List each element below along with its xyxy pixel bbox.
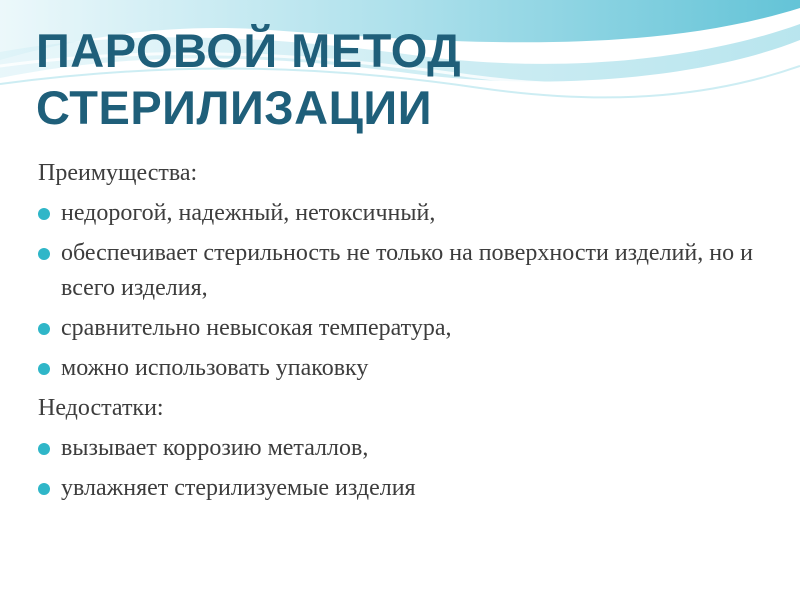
list-item-text: увлажняет стерилизуемые изделия <box>61 475 416 501</box>
disadvantages-list <box>38 431 778 506</box>
slide-title-line-2: СТЕРИЛИЗАЦИИ <box>36 81 432 134</box>
bullet-dot-icon <box>38 483 50 495</box>
list-item-text: можно использовать упаковку <box>61 355 369 381</box>
list-item-text: вызывает коррозию металлов, <box>61 435 369 461</box>
advantages-list <box>38 196 778 386</box>
advantages-heading: Преимущества: <box>38 160 198 186</box>
slide-title-line-1: ПАРОВОЙ МЕТОД <box>36 24 462 77</box>
list-item-text: сравнительно невысокая температура, <box>61 315 452 341</box>
bullet-dot-icon <box>38 208 50 220</box>
list-item-text: недорогой, надежный, нетоксичный, <box>61 200 436 226</box>
slide-content <box>38 156 778 511</box>
list-item <box>38 431 778 466</box>
list-item <box>38 351 778 386</box>
list-item <box>38 311 778 346</box>
list-item-text: обеспечивает стерильность не только на поверхности изделий, но и всего изделия, <box>61 240 753 301</box>
disadvantages-heading: Недостатки: <box>38 395 164 421</box>
list-item <box>38 196 778 231</box>
slide-title <box>36 22 461 136</box>
list-item <box>38 471 778 506</box>
bullet-dot-icon <box>38 248 50 260</box>
bullet-dot-icon <box>38 443 50 455</box>
bullet-dot-icon <box>38 363 50 375</box>
bullet-dot-icon <box>38 323 50 335</box>
list-item <box>38 236 778 306</box>
